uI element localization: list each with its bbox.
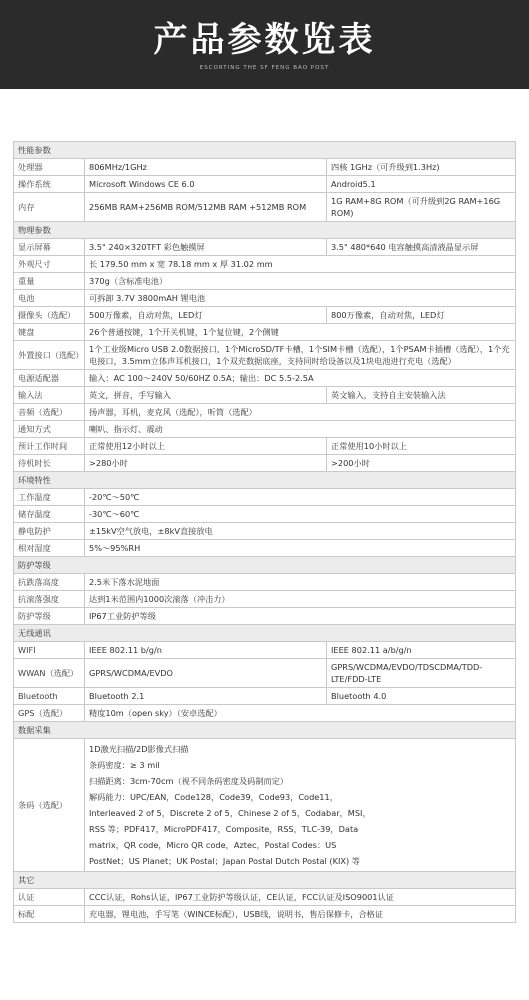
spec-label: 条码（选配） xyxy=(14,739,85,872)
spec-value: 精度10m（open sky）（安卓选配） xyxy=(85,705,516,722)
spec-value: IP67工业防护等级 xyxy=(85,608,516,625)
spec-value-line: Interleaved 2 of 5，Discrete 2 of 5，Chinese 2 of 5，Codabar，MSI， xyxy=(89,808,371,818)
spec-label: 储存温度 xyxy=(14,506,85,523)
spec-label: 抗跌落高度 xyxy=(14,574,85,591)
spec-row xyxy=(14,387,516,404)
spec-label: 标配 xyxy=(14,906,85,923)
spec-row xyxy=(14,290,516,307)
spec-label: 键盘 xyxy=(14,324,85,341)
spec-value: 长 179.50 mm x 宽 78.18 mm x 厚 31.02 mm xyxy=(85,256,516,273)
spec-table xyxy=(13,141,516,923)
spec-row xyxy=(14,455,516,472)
spec-value: -20℃～50℃ xyxy=(85,489,516,506)
spec-value-line: PostNet；US Planet；UK Postal；Japan Postal Dutch Postal (KIX) 等 xyxy=(89,856,360,866)
spec-label: 摄像头（选配） xyxy=(14,307,85,324)
spec-value: -30℃～60℃ xyxy=(85,506,516,523)
spec-value-line: 扫描距离：3cm-70cm（视不同条码密度及码制而定） xyxy=(89,776,289,786)
spec-value-line: 1D激光扫描/2D影像式扫描 xyxy=(89,744,189,754)
spec-value-model-a: IEEE 802.11 b/g/n xyxy=(85,642,327,659)
spec-value-model-b: 800万像素，自动对焦，LED灯 xyxy=(327,307,516,324)
spec-label: WWAN（选配） xyxy=(14,659,85,688)
spec-row xyxy=(14,239,516,256)
spec-row xyxy=(14,341,516,370)
spec-row xyxy=(14,688,516,705)
spec-value: 26个普通按键，1个开关机键，1个复位键，2个侧键 xyxy=(85,324,516,341)
spec-row xyxy=(14,642,516,659)
spec-row xyxy=(14,159,516,176)
spec-label: 工作温度 xyxy=(14,489,85,506)
spec-label: 电源适配器 xyxy=(14,370,85,387)
spec-value: 扬声器，耳机，麦克风（选配），听筒（选配） xyxy=(85,404,516,421)
spec-value-model-a: 256MB RAM+256MB ROM/512MB RAM +512MB ROM xyxy=(85,193,327,222)
spec-row xyxy=(14,421,516,438)
spec-value: 输入：AC 100～240V 50/60HZ 0.5A；输出：DC 5.5-2.5A xyxy=(85,370,516,387)
spec-row xyxy=(14,307,516,324)
spec-row xyxy=(14,256,516,273)
spec-row xyxy=(14,438,516,455)
spec-value: 370g（含标准电池） xyxy=(85,273,516,290)
spec-label: 外置接口（选配） xyxy=(14,341,85,370)
section-title: 性能参数 xyxy=(14,142,516,159)
spec-value-model-a: 英文，拼音，手写输入 xyxy=(85,387,327,404)
spec-value: CCC认证，Rohs认证，IP67工业防护等级认证，CE认证，FCC认证及ISO9001认证 xyxy=(85,889,516,906)
spec-value-model-a: Bluetooth 2.1 xyxy=(85,688,327,705)
spacer xyxy=(0,89,529,141)
spec-value-model-a: Microsoft Windows CE 6.0 xyxy=(85,176,327,193)
spec-label: 认证 xyxy=(14,889,85,906)
section-title: 防护等级 xyxy=(14,557,516,574)
spec-value: 喇叭、指示灯、震动 xyxy=(85,421,516,438)
spec-value: 可拆卸 3.7V 3800mAH 锂电池 xyxy=(85,290,516,307)
spec-row xyxy=(14,193,516,222)
spec-label: 通知方式 xyxy=(14,421,85,438)
spec-label: 输入法 xyxy=(14,387,85,404)
spec-label: 静电防护 xyxy=(14,523,85,540)
spec-row xyxy=(14,489,516,506)
section-header-row xyxy=(14,872,516,889)
page-subtitle: ESCORTING THE SF FENG BAO POST xyxy=(199,65,330,71)
spec-value-model-b: IEEE 802.11 a/b/g/n xyxy=(327,642,516,659)
spec-row xyxy=(14,540,516,557)
spec-label: 防护等级 xyxy=(14,608,85,625)
spec-label: WIFI xyxy=(14,642,85,659)
section-title: 物理参数 xyxy=(14,222,516,239)
spec-value-line: 解码能力：UPC/EAN，Code128，Code39，Code93，Code11， xyxy=(89,792,338,802)
spec-label: 内存 xyxy=(14,193,85,222)
page-title: 产品参数览表 xyxy=(153,20,376,60)
spec-value-model-a: 正常使用12小时以上 xyxy=(85,438,327,455)
spec-label: 预计工作时间 xyxy=(14,438,85,455)
spec-label: Bluetooth xyxy=(14,688,85,705)
spec-row xyxy=(14,591,516,608)
spec-value-model-b: >200小时 xyxy=(327,455,516,472)
spec-row xyxy=(14,906,516,923)
spec-label: 重量 xyxy=(14,273,85,290)
section-title: 数据采集 xyxy=(14,722,516,739)
section-header-row xyxy=(14,557,516,574)
spec-row xyxy=(14,370,516,387)
section-header-row xyxy=(14,142,516,159)
spec-value: 1个工业级Micro USB 2.0数据接口，1个MicroSD/TF卡槽，1个SIM卡槽（选配），1个PSAM卡插槽（选配），1个充电接口，3.5mm立体声耳机接口，1个双充数据底座，支持同时给设备以及1块电池进行充电（选配） xyxy=(85,341,516,370)
spec-label: 外观尺寸 xyxy=(14,256,85,273)
spec-value-model-b: Android5.1 xyxy=(327,176,516,193)
spec-value-model-a: >280小时 xyxy=(85,455,327,472)
spec-row xyxy=(14,574,516,591)
spec-row xyxy=(14,273,516,290)
spec-value-model-b: 正常使用10小时以上 xyxy=(327,438,516,455)
spec-label: 电池 xyxy=(14,290,85,307)
section-header-row xyxy=(14,472,516,489)
spec-value-model-a: 3.5" 240×320TFT 彩色触摸屏 xyxy=(85,239,327,256)
spec-row xyxy=(14,506,516,523)
section-title: 无线通讯 xyxy=(14,625,516,642)
spec-value-model-a: 500万像素，自动对焦，LED灯 xyxy=(85,307,327,324)
spec-row xyxy=(14,176,516,193)
spec-value-line: RSS 等；PDF417，MicroPDF417，Composite，RSS，TLC-39，Data xyxy=(89,824,359,834)
spec-value-model-b: 四核 1GHz（可升级到1.3Hz) xyxy=(327,159,516,176)
spec-value-model-b: GPRS/WCDMA/EVDO/TDSCDMA/TDD-LTE/FDD-LTE xyxy=(327,659,516,688)
spec-value-line: 条码密度：≥ 3 mil xyxy=(89,760,160,770)
spec-label: 音频（选配） xyxy=(14,404,85,421)
spec-value: 5%～95%RH xyxy=(85,540,516,557)
spec-value: ±15kV空气放电，±8kV直接放电 xyxy=(85,523,516,540)
spec-value: 充电器，锂电池，手写笔（WINCE标配），USB线，说明书，售后保修卡，合格证 xyxy=(85,906,516,923)
section-header-row xyxy=(14,722,516,739)
spec-label: 抗滚落强度 xyxy=(14,591,85,608)
spec-value-model-a: 806MHz/1GHz xyxy=(85,159,327,176)
spec-label: 处理器 xyxy=(14,159,85,176)
header-banner xyxy=(0,0,529,89)
spec-row xyxy=(14,659,516,688)
spec-row xyxy=(14,889,516,906)
spec-row xyxy=(14,324,516,341)
spec-row xyxy=(14,705,516,722)
spec-row xyxy=(14,739,516,872)
spec-value-model-b: 3.5" 480*640 电容触摸高清液晶显示屏 xyxy=(327,239,516,256)
spec-label: 显示屏幕 xyxy=(14,239,85,256)
spec-row xyxy=(14,608,516,625)
spec-row xyxy=(14,523,516,540)
spec-value-model-b: 英文输入，支持自主安装输入法 xyxy=(327,387,516,404)
spec-label: GPS（选配） xyxy=(14,705,85,722)
spec-label: 相对湿度 xyxy=(14,540,85,557)
spec-value-model-a: GPRS/WCDMA/EVDO xyxy=(85,659,327,688)
spec-value: 2.5米下落水泥地面 xyxy=(85,574,516,591)
spec-value: 达到1米范围内1000次滚落（冲击力） xyxy=(85,591,516,608)
section-title: 环境特性 xyxy=(14,472,516,489)
spec-value xyxy=(85,739,516,872)
spec-label: 待机时长 xyxy=(14,455,85,472)
section-title: 其它 xyxy=(14,872,516,889)
spec-row xyxy=(14,404,516,421)
section-header-row xyxy=(14,625,516,642)
spec-value-model-b: Bluetooth 4.0 xyxy=(327,688,516,705)
section-header-row xyxy=(14,222,516,239)
spec-value-line: matrix，QR code，Micro QR code，Aztec，Postal Codes：US xyxy=(89,840,337,850)
spec-label: 操作系统 xyxy=(14,176,85,193)
spec-value-model-b: 1G RAM+8G ROM（可升级到2G RAM+16G ROM) xyxy=(327,193,516,222)
